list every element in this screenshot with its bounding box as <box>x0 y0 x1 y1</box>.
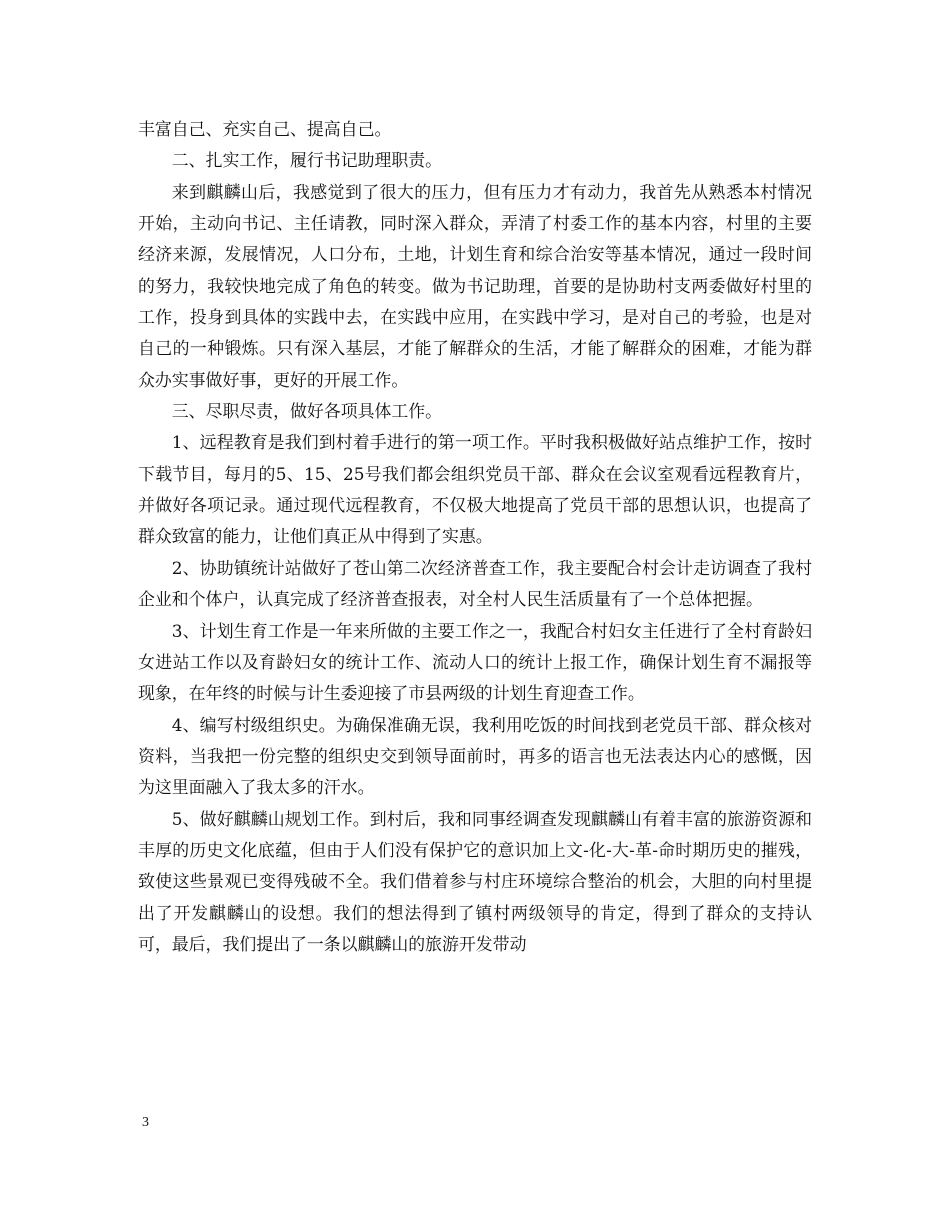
list-item-4: 4、编写村级组织史。为确保准确无误，我利用吃饭的时间找到老党员干部、群众核对资料，当我把一份完整的组织史交到领导面前时，再多的语言也无法表达内心的感慨，因为这里面融入了我太多的汗水。 <box>138 714 812 798</box>
document-body <box>138 114 812 960</box>
list-item-1: 1、远程教育是我们到村着手进行的第一项工作。平时我积极做好站点维护工作，按时下载节目，每月的5、15、25号我们都会组织党员干部、群众在会议室观看远程教育片，并做好各项记录。通过现代远程教育，不仅极大地提高了党员干部的思想认识，也提高了群众致富的能力，让他们真正从中得到了实惠。 <box>138 432 812 547</box>
section-heading-2: 二、扎实工作，履行书记助理职责。 <box>171 150 443 171</box>
list-item-3: 3、计划生育工作是一年来所做的主要工作之一，我配合村妇女主任进行了全村育龄妇女进站工作以及育龄妇女的统计工作、流动人口的统计上报工作，确保计划生育不漏报等现象，在年终的时候与计生委迎接了市县两级的计划生育迎查工作。 <box>138 620 812 704</box>
page-number: 3 <box>142 1115 149 1130</box>
list-item-5: 5、做好麒麟山规划工作。到村后，我和同事经调查发现麒麟山有着丰富的旅游资源和丰厚的历史文化底蕴，但由于人们没有保护它的意识加上文-化-大-革-命时期历史的摧残，致使这些景观已变得残破不全。我们借着参与村庄环境综合整治的机会，大胆的向村里提出了开发麒麟山的设想。我们的想法得到了镇村两级领导的肯定，得到了群众的支持认可，最后，我们提出了一条以麒麟山的旅游开发带动 <box>138 808 812 954</box>
list-item-2: 2、协助镇统计站做好了苍山第二次经济普查工作，我主要配合村会计走访调查了我村企业和个体户，认真完成了经济普查报表，对全村人民生活质量有了一个总体把握。 <box>138 557 812 610</box>
paragraph-2: 来到麒麟山后，我感觉到了很大的压力，但有压力才有动力，我首先从熟悉本村情况开始，主动向书记、主任请教，同时深入群众，弄清了村委工作的基本内容，村里的主要经济来源，发展情况，人口分布，土地，计划生育和综合治安等基本情况，通过一段时间的努力，我较快地完成了角色的转变。做为书记助理，首要的是协助村支两委做好村里的工作，投身到具体的实践中去，在实践中应用，在实践中学习，是对自己的考验，也是对自己的一种锻炼。只有深入基层，才能了解群众的生活，才能了解群众的困难，才能为群众办实事做好事，更好的开展工作。 <box>138 181 812 390</box>
paragraph-0: 丰富自己、充实自己、提高自己。 <box>138 119 392 139</box>
section-heading-3: 三、尽职尽责，做好各项具体工作。 <box>171 401 443 422</box>
